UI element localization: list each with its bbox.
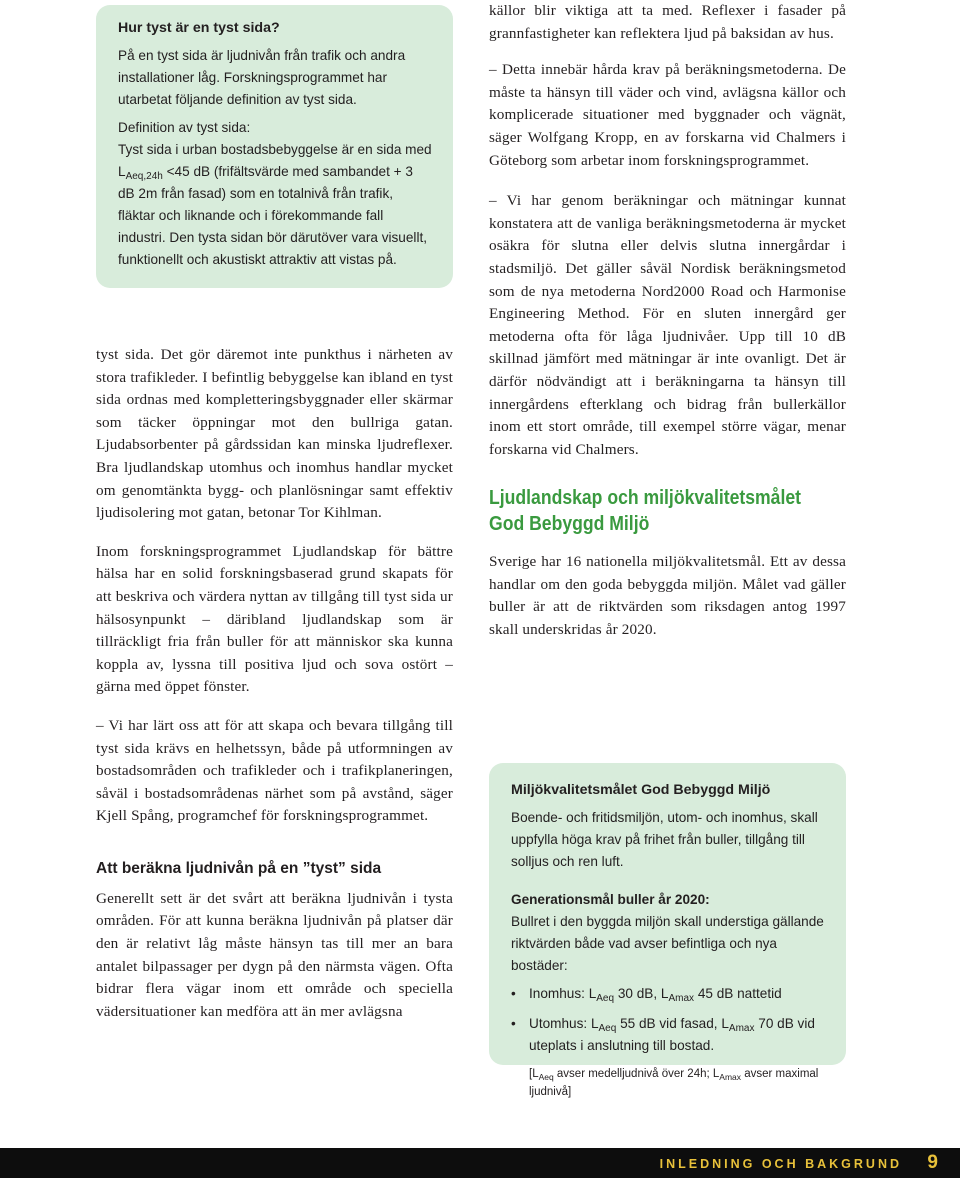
box-text: Boende- och fritidsmiljön, utom- och inomhus, skall uppfylla höga krav på frihet från buller, tillgång till solljus och ren luft. bbox=[511, 810, 818, 869]
paragraph: Generellt sett är det svårt att beräkna ljudnivån i tysta områden. För att kunna beräkna ljudnivån på platser där den är relativt låg måste hänsyn tas till mer an bara antalet bilpassager per dygn på den närmsta vägen. Ofta bidrar flera vägar inom ett område och speciella vädersituationer kan medföra att än mer avlägsna bbox=[96, 889, 453, 1020]
definition-line: Tyst sida i urban bostadsbebyggelse är en sida med bbox=[118, 142, 432, 157]
box-text: Bullret i den byggda miljön skall understiga gällande riktvärden både vad avser befintliga och nya bostäder: bbox=[511, 914, 824, 973]
list-item: • Inomhus: $L_{Aeq}$ 30 dB, $L_{Amax}$ 45 dB nattetid bbox=[511, 983, 824, 1005]
paragraph: – Detta innebär hårda krav på beräkningsmetoderna. De måste ta hänsyn till väder och vind, avlägsna källor och komplicerade situationer med byggnader och vägnät, säger Wolfgang Kropp, en av forskarna vid Chalmers i Göteborg som arbetar inom forskningsprogrammet. bbox=[489, 61, 846, 169]
bullet-icon: • bbox=[511, 986, 516, 1001]
heading-line: Ljudlandskap och miljökvalitetsmålet bbox=[489, 487, 802, 510]
paragraph: Inom forskningsprogrammet Ljudlandskap för bättre hälsa har en solid forskningsbaserad grund skapats för att beskriva och värdera nyttan av tillgång till tyst sida ur hälsosynpunkt – däribland ljudlandskap som är tillräckligt fria från buller för att människor ska kunna koppla av, lyssna till positiva ljud och sova ostört – gärna med öppet fönster. bbox=[96, 542, 453, 696]
box-title: Miljökvalitetsmålet God Bebyggd Miljö bbox=[511, 782, 771, 798]
bullet-icon: • bbox=[511, 1016, 516, 1031]
heading-line: God Bebyggd Miljö bbox=[489, 513, 650, 536]
section-heading: Att beräkna ljudnivån på en ”tyst” sida bbox=[96, 859, 382, 877]
right-column bbox=[489, 0, 846, 642]
paragraph: källor blir viktiga att ta med. Reflexer i fasader på grannfastigheter kan reflektera ljud på baksidan av hus. bbox=[489, 2, 846, 42]
bullet-list bbox=[511, 983, 824, 1057]
list-item: • Utomhus: $L_{Aeq}$ 55 dB vid fasad, $L_{Amax}$ 70 dB vid uteplats i anslutning till bostad. bbox=[511, 1013, 824, 1057]
section-heading-green bbox=[489, 485, 846, 537]
footnote: [$L_{Aeq}$ avser medelljudnivå över 24h; $L_{Amax}$ avser maximal ljudnivå] bbox=[529, 1068, 819, 1098]
paragraph: tyst sida. Det gör däremot inte punkthus i närheten av stora trafikleder. I befintlig bebyggelse kan ibland en tyst sida ordnas med kompletteringsbyggnader eller skärmar som täcker öppningar mot den bullriga gatan. Ljudabsorbenter på gårdssidan kan minska ljudreflexer. Bra ljudlandskap utomhus och inomhus handlar mycket om genomtänkta bygg- och planlösningar samt effektiv ljudisolering mot gatan, betonar Tor Kihlman. bbox=[96, 346, 453, 522]
footer-bar bbox=[0, 1148, 960, 1178]
paragraph: – Vi har genom beräkningar och mätningar kunnat konstatera att de vanliga beräkningsmetoderna är mycket osäkra för slutna eller delvis slutna innergårdar i stadsmiljö. Det gäller såväl Nordisk beräkningsmetod som de nya metoderna Nord2000 Road och Harmonise Engineering Method. För en sluten innergård ger metoderna ofta för låga ljudnivåer. Upp till 10 dB skillnad jämfört med mätningar är inte ovanligt. Det är därför nödvändigt att i beräkningarna ta hänsyn till innergårdens efterklang och bidrag från bullerkällor inom ett stort område, till exempel större vägar, menar forskarna vid Chalmers. bbox=[489, 192, 846, 458]
left-column bbox=[96, 344, 453, 1023]
info-box-miljokvalitetsmal bbox=[489, 763, 846, 1098]
paragraph: Sverige har 16 nationella miljökvalitetsmål. Ett av dessa handlar om den goda bebyggda miljön. Målet vad gäller buller är att de riktvärden som riksdagen antog 1997 skall underskridas år 2020. bbox=[489, 553, 846, 639]
box-title: Hur tyst är en tyst sida? bbox=[118, 20, 280, 36]
box-subtitle: Generationsmål buller år 2020: bbox=[511, 892, 710, 907]
box-intro: På en tyst sida är ljudnivån från trafik och andra installationer låg. Forskningsprogrammet har utarbetat följande definition av tyst sida. bbox=[118, 48, 406, 107]
paragraph: – Vi har lärt oss att för att skapa och bevara tillgång till tyst sida krävs en helhetssyn, både på utformningen av bostadsområden och trafikleder och i trafikplaneringen, såväl i bostadsområdenas närhet som på avstånd, säger Kjell Spång, programchef för forskningsprogrammet. bbox=[96, 716, 453, 825]
page-number: 9 bbox=[927, 1152, 938, 1173]
section-label: INLEDNING OCH BAKGRUND bbox=[659, 1157, 902, 1171]
definition-title: Definition av tyst sida: bbox=[118, 120, 251, 135]
info-box-tyst-sida bbox=[96, 5, 453, 288]
definition-text: $L_{Aeq,24h} <45$ dB (frifältsvärde med sambandet + 3 dB 2m från fasad) som en totalnivå från trafik, fläktar och liknande och i förekommande fall industri. Den tysta sidan bör därutöver vara visuellt, funktionellt och akustiskt attraktiv att vistas på. bbox=[118, 164, 428, 267]
